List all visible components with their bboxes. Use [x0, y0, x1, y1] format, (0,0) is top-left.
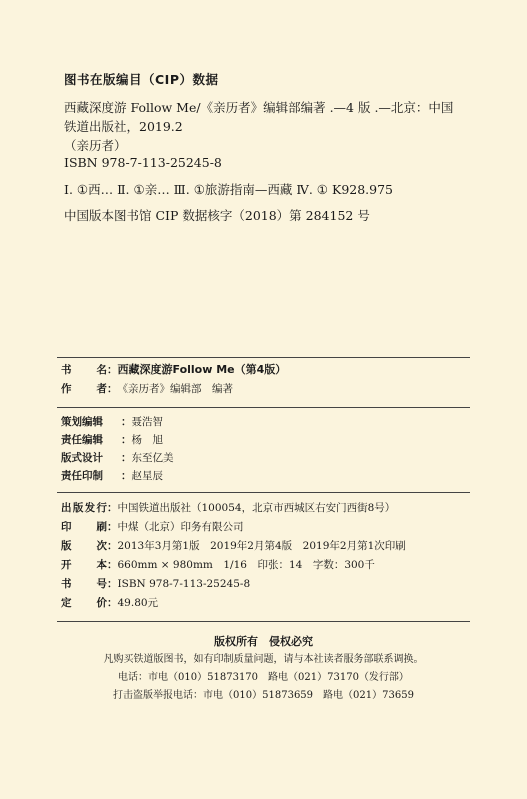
phone-line: 电话：市电（010）51873170 路电（021）73170（发行部）	[118, 672, 409, 683]
publication-row: 版 次 ： 2013年3月第1版 2019年2月第4版 2019年2月第1次印刷	[61, 540, 406, 552]
publication-label: 出版发行	[61, 502, 107, 514]
publication-value: 2013年3月第1版 2019年2月第4版 2019年2月第1次印刷	[117, 540, 406, 552]
book-title-row: 书 名 ： 西藏深度游Follow Me（第4版）	[61, 363, 287, 376]
publication-row: 开 本 ： 660mm × 980mm 1/16 印张：14 字数：300千	[61, 559, 375, 571]
publication-label: 书 号	[61, 578, 107, 590]
cip-line-2: 铁道出版社，2019.2	[64, 119, 183, 134]
publication-row: 印 刷 ： 中煤（北京）印务有限公司	[61, 521, 244, 533]
publication-value: ISBN 978-7-113-25245-8	[117, 578, 251, 590]
editor-row: 策划编辑 ： 聂浩智	[61, 416, 163, 428]
cip-line-1: 西藏深度游 Follow Me/《亲历者》编辑部编著 .—4 版 .—北京：中国	[64, 100, 454, 115]
cip-title: 图书在版编目（CIP）数据	[64, 72, 219, 87]
editor-value: 东至亿美	[131, 452, 174, 464]
editor-row: 责任印制 ： 赵星辰	[61, 470, 163, 482]
cip-classification: Ⅰ. ①西… Ⅱ. ①亲… Ⅲ. ①旅游指南—西藏 Ⅳ. ① K928.975	[64, 182, 394, 197]
editor-value: 杨 旭	[131, 434, 163, 446]
publication-row: 定 价 ： 49.80元	[61, 597, 159, 609]
editor-value: 赵星辰	[131, 470, 163, 482]
cip-line-3: （亲历者）	[64, 138, 127, 153]
publication-label: 定 价	[61, 597, 107, 609]
book-title-value: 西藏深度游Follow Me（第4版）	[117, 363, 287, 376]
book-author-value: 《亲历者》编辑部 编著	[117, 383, 233, 395]
cip-isbn: ISBN 978-7-113-25245-8	[64, 155, 222, 170]
quality-notice: 凡购买铁道版图书，如有印制质量问题，请与本社读者服务部联系调换。	[103, 654, 424, 665]
publication-value: 660mm × 980mm 1/16 印张：14 字数：300千	[117, 559, 375, 571]
editor-label: 版式设计	[61, 452, 103, 464]
divider-footer	[57, 621, 470, 622]
editor-label: 责任印制	[61, 470, 103, 482]
publication-label: 印 刷	[61, 521, 107, 533]
editor-row: 版式设计 ： 东至亿美	[61, 452, 174, 464]
cip-record-number: 中国版本图书馆 CIP 数据核字（2018）第 284152 号	[64, 208, 370, 223]
piracy-report-line: 打击盗版举报电话：市电（010）51873659 路电（021）73659	[113, 690, 414, 701]
book-author-row: 作 者 ： 《亲历者》编辑部 编著	[61, 383, 233, 395]
editor-label: 策划编辑	[61, 416, 103, 428]
divider-publication	[57, 492, 470, 493]
publication-label: 开 本	[61, 559, 107, 571]
editor-row: 责任编辑 ： 杨 旭	[61, 434, 163, 446]
book-title-label: 书 名	[61, 364, 107, 376]
editor-label: 责任编辑	[61, 434, 103, 446]
publication-row: 书 号 ： ISBN 978-7-113-25245-8	[61, 578, 251, 590]
publication-value: 中煤（北京）印务有限公司	[117, 521, 244, 533]
divider-editors	[57, 407, 470, 408]
divider-top	[57, 357, 470, 358]
publication-row: 出版发行 ： 中国铁道出版社（100054，北京市西城区右安门西街8号）	[61, 502, 396, 514]
publication-value: 49.80元	[117, 597, 159, 609]
publication-value: 中国铁道出版社（100054，北京市西城区右安门西街8号）	[117, 502, 396, 514]
editor-value: 聂浩智	[131, 416, 163, 428]
publication-label: 版 次	[61, 540, 107, 552]
book-author-label: 作 者	[61, 383, 107, 395]
rights-statement: 版权所有 侵权必究	[214, 635, 313, 648]
